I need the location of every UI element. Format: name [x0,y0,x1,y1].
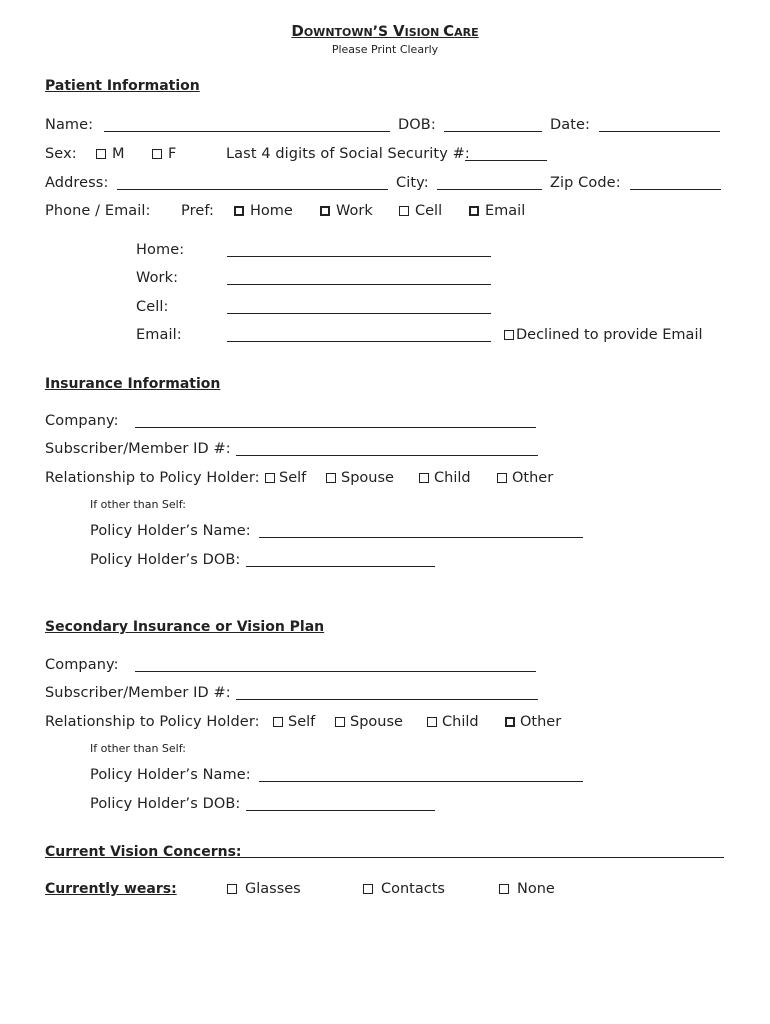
checkbox-icon [320,206,330,216]
email-label: Email: [136,327,182,343]
wears-contacts-checkbox[interactable]: Contacts [363,880,445,898]
sex-m-checkbox[interactable]: M [96,145,125,163]
checkbox-icon [96,149,106,159]
secondary-member-id-field[interactable] [236,699,538,700]
form-title: DOWNTOWN’S VISION CARE [291,22,479,40]
checkbox-icon [273,717,283,727]
secondary-rel-child-checkbox[interactable]: Child [427,713,479,731]
rel-other-checkbox[interactable]: Other [497,469,553,487]
secondary-rel-spouse-checkbox[interactable]: Spouse [335,713,403,731]
checkbox-icon [469,206,479,216]
checkbox-icon [265,473,275,483]
date-field[interactable] [599,131,720,132]
ssn-field[interactable] [465,160,547,161]
pref-work-checkbox[interactable]: Work [320,202,373,220]
rel-child-checkbox[interactable]: Child [419,469,471,487]
secondary-relationship-label: Relationship to Policy Holder: [45,714,260,730]
holder-dob-label: Policy Holder’s DOB: [90,552,241,568]
pref-email-checkbox[interactable]: Email [469,202,525,220]
zip-label: Zip Code: [550,175,621,191]
sex-f-checkbox[interactable]: F [152,145,176,163]
checkbox-icon [504,330,514,340]
checkbox-icon [363,884,373,894]
secondary-heading: Secondary Insurance or Vision Plan [45,619,325,635]
rel-spouse-checkbox[interactable]: Spouse [326,469,394,487]
wears-none-checkbox[interactable]: None [499,880,555,898]
member-id-field[interactable] [236,455,538,456]
vision-concerns-field[interactable] [234,857,724,858]
currently-wears-label: Currently wears: [45,881,177,897]
secondary-member-id-label: Subscriber/Member ID #: [45,685,231,701]
company-label: Company: [45,413,119,429]
pref-home-checkbox[interactable]: Home [234,202,293,220]
relationship-label: Relationship to Policy Holder: [45,470,260,486]
checkbox-icon [427,717,437,727]
checkbox-icon [152,149,162,159]
secondary-holder-name-field[interactable] [259,781,583,782]
if-other-note: If other than Self: [90,498,186,511]
zip-field[interactable] [630,189,721,190]
email-field[interactable] [227,341,491,342]
rel-self-checkbox[interactable]: Self [265,469,306,487]
home-phone-label: Home: [136,242,185,258]
work-phone-label: Work: [136,270,179,286]
checkbox-icon [335,717,345,727]
vision-concerns-label: Current Vision Concerns: [45,844,242,860]
pref-cell-checkbox[interactable]: Cell [399,202,442,220]
secondary-holder-name-label: Policy Holder’s Name: [90,767,251,783]
holder-name-field[interactable] [259,537,583,538]
insurance-heading: Insurance Information [45,376,221,392]
checkbox-icon [234,206,244,216]
secondary-rel-self-checkbox[interactable]: Self [273,713,315,731]
ssn-label: Last 4 digits of Social Security #: [226,146,470,162]
address-label: Address: [45,175,109,191]
city-field[interactable] [437,189,542,190]
secondary-if-other-note: If other than Self: [90,742,186,755]
checkbox-icon [505,717,515,727]
phone-email-label: Phone / Email: [45,203,151,219]
name-label: Name: [45,117,94,133]
name-field[interactable] [104,131,390,132]
form-subtitle: Please Print Clearly [331,43,439,56]
member-id-label: Subscriber/Member ID #: [45,441,231,457]
date-label: Date: [550,117,591,133]
checkbox-icon [399,206,409,216]
address-field[interactable] [117,189,388,190]
sex-label: Sex: [45,146,77,162]
secondary-company-label: Company: [45,657,119,673]
checkbox-icon [326,473,336,483]
patient-heading: Patient Information [45,78,200,94]
city-label: City: [396,175,429,191]
dob-label: DOB: [398,117,436,133]
holder-name-label: Policy Holder’s Name: [90,523,251,539]
secondary-rel-other-checkbox[interactable]: Other [505,713,561,731]
holder-dob-field[interactable] [246,566,435,567]
cell-phone-field[interactable] [227,313,491,314]
secondary-company-field[interactable] [135,671,536,672]
dob-field[interactable] [444,131,542,132]
checkbox-icon [227,884,237,894]
declined-email-checkbox[interactable]: Declined to provide Email [504,326,703,344]
checkbox-icon [499,884,509,894]
cell-phone-label: Cell: [136,299,169,315]
work-phone-field[interactable] [227,284,491,285]
secondary-holder-dob-label: Policy Holder’s DOB: [90,796,241,812]
checkbox-icon [419,473,429,483]
checkbox-icon [497,473,507,483]
secondary-holder-dob-field[interactable] [246,810,435,811]
pref-label: Pref: [181,203,215,219]
wears-glasses-checkbox[interactable]: Glasses [227,880,301,898]
home-phone-field[interactable] [227,256,491,257]
company-field[interactable] [135,427,536,428]
